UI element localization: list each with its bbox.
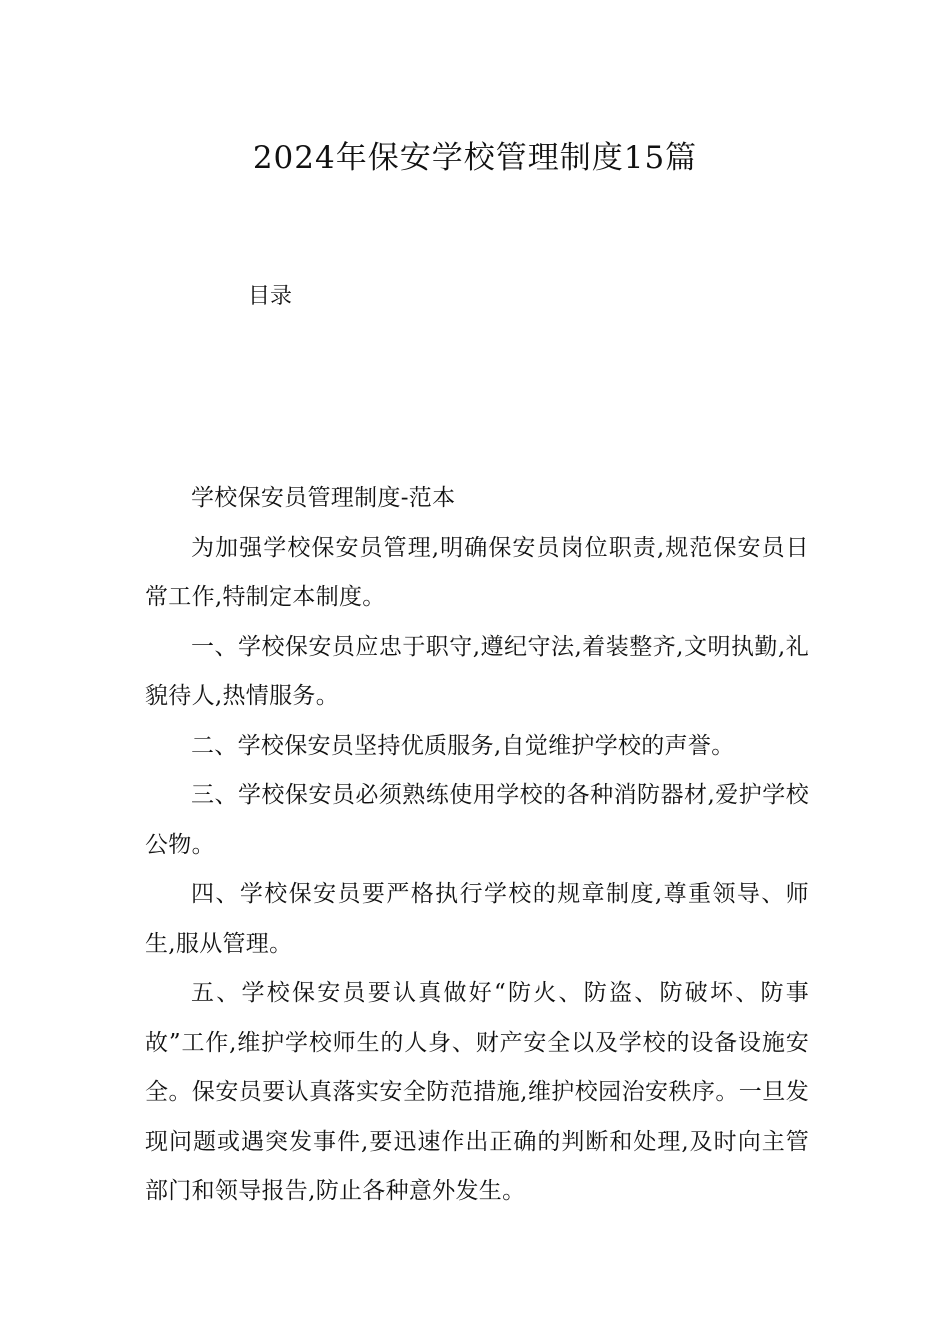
section-title: 学校保安员管理制度-范本 [191, 485, 456, 511]
paragraph-rule-2: 二、学校保安员坚持优质服务,自觉维护学校的声誉。 [191, 732, 735, 759]
toc-heading: 目录 [248, 284, 293, 309]
paragraph-rule-3: 三、学校保安员必须熟练使用学校的各种消防器材,爱护学校公物。 [145, 782, 809, 858]
document-body [145, 474, 809, 1217]
paragraph-rule-1: 一、学校保安员应忠于职守,遵纪守法,着装整齐,文明执勤,礼貌待人,热情服务。 [145, 633, 809, 709]
paragraph-rule-5: 五、学校保安员要认真做好“防火、防盗、防破坏、防事故”工作,维护学校师生的人身、财产安全以及学校的设备设施安全。保安员要认真落实安全防范措施,维护校园治安秩序。一旦发现问题或遇突发事件,要迅速作出正确的判断和处理,及时向主管部门和领导报告,防止各种意外发生。 [145, 980, 809, 1204]
document-title: 2024年保安学校管理制度15篇 [252, 140, 698, 176]
paragraph-rule-4: 四、学校保安员要严格执行学校的规章制度,尊重领导、师生,服从管理。 [145, 881, 809, 957]
paragraph-intro: 为加强学校保安员管理,明确保安员岗位职责,规范保安员日常工作,特制定本制度。 [145, 534, 809, 610]
